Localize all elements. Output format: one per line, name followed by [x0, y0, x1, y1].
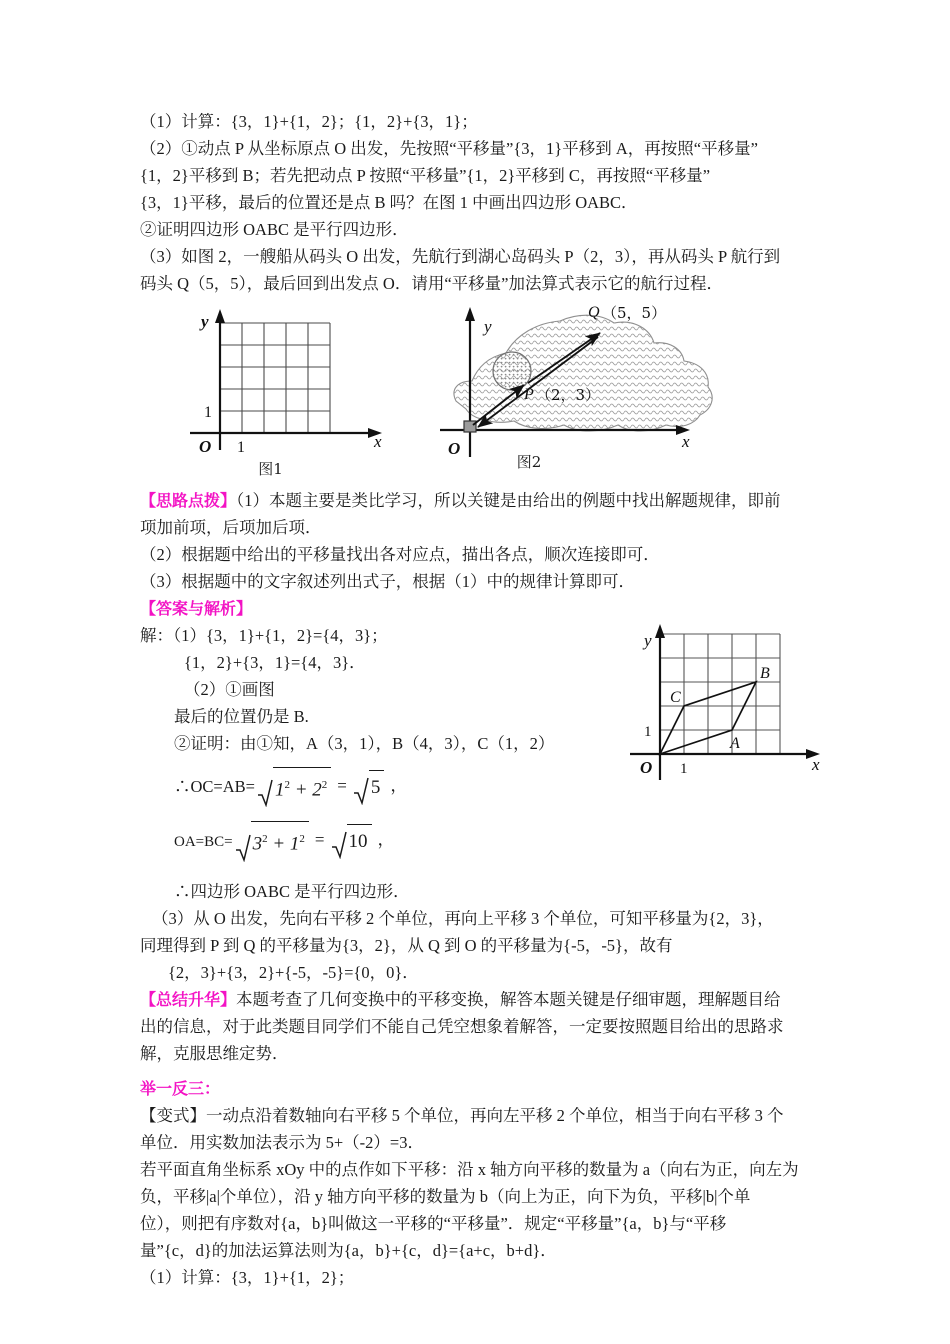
answer-figure-point-b: B	[760, 665, 770, 682]
eq1-a-exp: 2	[284, 779, 290, 791]
answer-line6: ∴四边形 OABC 是平行四边形．	[174, 881, 410, 901]
figure1-origin-label: O	[199, 437, 212, 455]
answer-figure-origin-label: O	[640, 758, 653, 777]
problem-q2-line3: {3，1}平移，最后的位置还是点 B 吗？在图 1 中画出四边形 OABC．	[140, 193, 638, 212]
eq2-equals: =	[314, 830, 325, 850]
answer-line1: 解：（1）{3，1}+{1，2}={4，3}；	[140, 626, 388, 645]
thought-header: 【思路点拨】	[140, 491, 237, 510]
eq2-tail: ，	[377, 830, 395, 850]
eq2-a: 3	[252, 833, 263, 855]
eq1-result-sqrt	[353, 770, 385, 805]
extend-line7: （1）计算：{3，1}+{1，2}；	[140, 1267, 355, 1287]
answer-line9: {2，3}+{3，2}+{-5，-5}={0，0}．	[168, 962, 419, 982]
problem-q2-line4: ②证明四边形 OABC 是平行四边形．	[140, 220, 409, 239]
eq2-result-sqrt	[331, 824, 372, 859]
eq1-radical-icon	[257, 777, 273, 807]
answer-figure-x-label: x	[812, 755, 820, 774]
answer-line2: {1，2}+{3，1}={4，3}．	[184, 653, 366, 672]
problem-q2-line2: {1，2}平移到 B；若先把动点 P 按照“平移量”{1，2}平移到 C，再按照“平移量”	[140, 166, 711, 185]
figure1-grid	[220, 323, 330, 433]
answer-figure-svg	[620, 622, 850, 787]
extend-line2: 单位．用实数加法表示为 5+（-2）=3．	[140, 1132, 424, 1152]
problem-q3-line1: （3）如图 2，一艘船从码头 O 出发，先航行到湖心岛码头 P（2，3），再从码头 P 航行到	[140, 247, 781, 266]
answer-figure	[620, 622, 850, 787]
figure2-x-label: x	[682, 432, 690, 451]
eq1-lhs: ∴OC=AB=	[174, 777, 255, 797]
extend-line4: 负，平移|a|个单位），沿 y 轴方向平移的数量为 b（向上为正，向下为负，平移|b|个单	[140, 1186, 751, 1206]
extend-line1: 一动点沿着数轴向右平移 5 个单位，再向左平移 2 个单位，相当于向右平移 3 个	[206, 1105, 784, 1125]
figure1-x-label: x	[374, 432, 382, 451]
figure2-caption: 图2	[516, 453, 542, 471]
summary-line1: 本题考查了几何变换中的平移变换，解答本题关键是仔细审题，理解题目给	[236, 989, 781, 1009]
eq1-sqrt	[257, 767, 331, 807]
summary-line2: 出的信息，对于此类题目同学们不能自己凭空想象着解答，一定要按照题目给出的思路求	[140, 1016, 784, 1036]
y-axis-arrow-icon	[215, 309, 225, 323]
extend-header: 举一反三：	[140, 1078, 221, 1098]
answer-header-row	[140, 595, 820, 622]
extend-header-row	[140, 1075, 820, 1102]
figure1	[168, 305, 418, 479]
summary-header: 【总结升华】	[140, 989, 237, 1009]
thought-line1: （1）本题主要是类比学习，所以关键是由给出的例题中找出解题规律，即前	[236, 491, 781, 510]
problem-q2-line1: （2）①动点 P 从坐标原点 O 出发，先按照“平移量”{3，1}平移到 A，再按照“平移量”	[140, 139, 758, 158]
extend-line6: 量”{c，d}的加法运算法则为{a，b}+{c，d}={a+c，b+d}．	[140, 1240, 557, 1260]
answer-line5: ②证明：由①知，A（3，1），B（4，3），C（1，2）	[174, 734, 555, 753]
problem-q1: （1）计算：{3，1}+{1，2}；{1，2}+{3，1}；	[140, 112, 478, 131]
eq2-radical-icon	[235, 832, 251, 862]
figure2-dock-marker-icon	[464, 421, 476, 432]
thought-line2: 项加前项，后项加后项．	[140, 518, 322, 537]
answer-figure-tick-y: 1	[644, 724, 652, 740]
answer-figure-axes	[630, 630, 810, 780]
extend-variant-label: 【变式】	[140, 1105, 206, 1125]
summary-block-line1	[140, 986, 820, 1013]
figure1-caption: 图1	[258, 460, 283, 478]
eq2-op: +	[272, 833, 286, 855]
answer-header: 【答案与解析】	[140, 599, 253, 618]
answer-line8: 同理得到 P 到 Q 的平移量为{3，2}，从 Q 到 O 的平移量为{-5，-5}，故有	[140, 935, 673, 955]
answer-equation-2	[140, 821, 820, 861]
figure2-island-icon	[493, 352, 531, 390]
eq2-b: 1	[289, 833, 300, 855]
figure2-point-p-label: P	[524, 386, 534, 403]
figure2-point-p-coords: （2，3）	[536, 386, 601, 404]
eq1-tail: ，	[390, 775, 408, 795]
eq2-radicand	[251, 821, 309, 861]
figure2-svg	[428, 297, 728, 462]
summary-line3: 解，克服思维定势．	[140, 1043, 289, 1063]
figure1-tick-x: 1	[237, 439, 245, 455]
eq2-a-exp: 2	[262, 833, 268, 846]
figure2-origin-label: O	[448, 439, 461, 458]
eq1-a: 1	[274, 779, 285, 801]
eq1-b: 2	[312, 779, 322, 801]
answer-figure-point-c: C	[670, 689, 681, 706]
extend-line3: 若平面直角坐标系 xOy 中的点作如下平移：沿 x 轴方向平移的数量为 a（向右为正，向左为	[140, 1159, 799, 1179]
eq2-b-exp: 2	[299, 833, 305, 846]
figure1-svg	[168, 305, 418, 455]
eq1-result-radical-icon	[353, 775, 369, 805]
extend-line5: 位），则把有序数对{a，b}叫做这一平移的“平移量”．规定“平移量”{a，b}与“平移	[140, 1213, 727, 1233]
figure1-axes	[190, 317, 373, 450]
eq2-result: 10	[347, 824, 372, 859]
problem-q3-line2: 码头 Q（5，5），最后回到出发点 O．请用“平移量”加法算式表示它的航行过程．	[140, 274, 723, 293]
thought-line4: （3）根据题中的文字叙述列出式子，根据（1）中的规律计算即可．	[140, 572, 635, 591]
eq1-op: +	[294, 779, 308, 801]
figures-row	[140, 305, 820, 487]
extend-line1-row	[140, 1102, 820, 1129]
answer-figure-y-label: y	[644, 631, 652, 650]
eq2-lhs: OA=BC=	[174, 833, 233, 850]
answer-figure-tick-x: 1	[680, 761, 688, 777]
figure2-y-axis-arrow-icon	[465, 307, 475, 321]
figure2	[428, 297, 728, 472]
figure2-y-label: y	[484, 317, 492, 336]
figure1-tick-y: 1	[204, 404, 212, 421]
eq1-result: 5	[369, 770, 385, 805]
answer-line4: 最后的位置仍是 B.	[174, 707, 309, 726]
answer-line7: （3）从 O 出发，先向右平移 2 个单位，再向上平移 3 个单位，可知平移量为{2，3}，	[152, 908, 774, 928]
answer-line3: （2）①画图	[184, 680, 275, 699]
eq1-b-exp: 2	[321, 779, 328, 791]
eq1-radicand	[273, 767, 331, 807]
thought-line3: （2）根据题中给出的平移量找出各对应点，描出各点，顺次连接即可．	[140, 545, 660, 564]
figure2-point-q-coords: （5，5）	[602, 304, 667, 322]
figure2-point-q-label: Q	[588, 304, 600, 321]
eq1-equals: =	[337, 775, 347, 795]
eq2-sqrt	[235, 821, 309, 861]
thought-block-line1	[140, 487, 820, 514]
answer-y-axis-arrow-icon	[655, 624, 665, 638]
eq2-result-radical-icon	[331, 829, 347, 859]
figure1-y-label: y	[201, 312, 209, 331]
answer-figure-point-a: A	[730, 735, 740, 752]
